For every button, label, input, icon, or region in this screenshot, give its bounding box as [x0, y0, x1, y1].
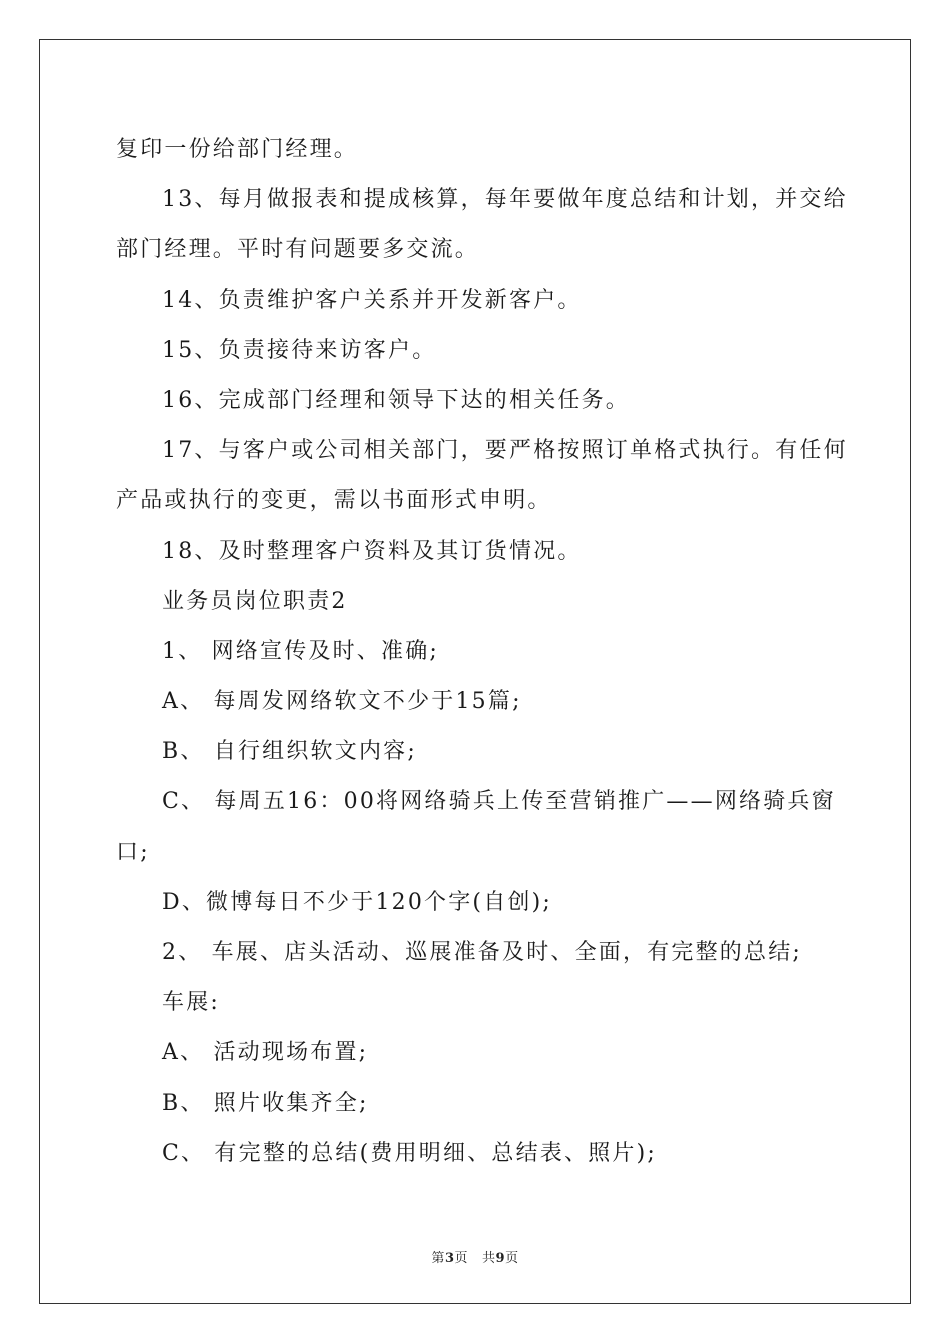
text-line: A、 每周发网络软文不少于15篇;	[162, 689, 522, 715]
text-line: 18、及时整理客户资料及其订货情况。	[162, 538, 582, 564]
text-line: B、 自行组织软文内容;	[162, 739, 417, 765]
text-line: 业务员岗位职责2	[162, 588, 348, 614]
text-line: 17、与客户或公司相关部门，要严格按照订单格式执行。有任何	[162, 438, 848, 464]
text-line: 产品或执行的变更，需以书面形式申明。	[116, 488, 552, 514]
text-line: B、 照片收集齐全;	[162, 1090, 369, 1116]
footer-total-pages: 9	[495, 1251, 506, 1266]
footer-total-suffix: 页	[505, 1251, 519, 1266]
text-line: A、 活动现场布置;	[162, 1040, 369, 1066]
text-line: D、微博每日不少于120个字(自创);	[162, 889, 553, 915]
footer-current-page: 3	[444, 1251, 455, 1266]
text-line: C、 每周五16：00将网络骑兵上传至营销推广——网络骑兵窗	[162, 789, 836, 815]
text-line: 2、 车展、店头活动、巡展准备及时、全面，有完整的总结;	[162, 940, 803, 965]
text-line: 1、 网络宣传及时、准确;	[162, 638, 440, 664]
footer-total-prefix: 共	[482, 1251, 496, 1266]
text-line: 部门经理。平时有问题要多交流。	[116, 237, 480, 263]
text-line: 车展:	[162, 990, 221, 1016]
page-footer	[0, 1247, 950, 1266]
footer-page-prefix: 第	[431, 1251, 445, 1266]
text-line: 15、负责接待来访客户。	[162, 337, 437, 363]
text-line: C、 有完整的总结(费用明细、总结表、照片);	[162, 1140, 658, 1166]
text-line: 16、完成部门经理和领导下达的相关任务。	[162, 387, 630, 413]
text-line: 13、每月做报表和提成核算，每年要做年度总结和计划，并交给	[162, 187, 848, 213]
document-body	[116, 128, 848, 1182]
text-line: 复印一份给部门经理。	[116, 137, 359, 162]
footer-page-suffix: 页	[454, 1251, 468, 1266]
text-line: 口;	[116, 839, 150, 865]
text-line: 14、负责维护客户关系并开发新客户。	[162, 287, 582, 313]
